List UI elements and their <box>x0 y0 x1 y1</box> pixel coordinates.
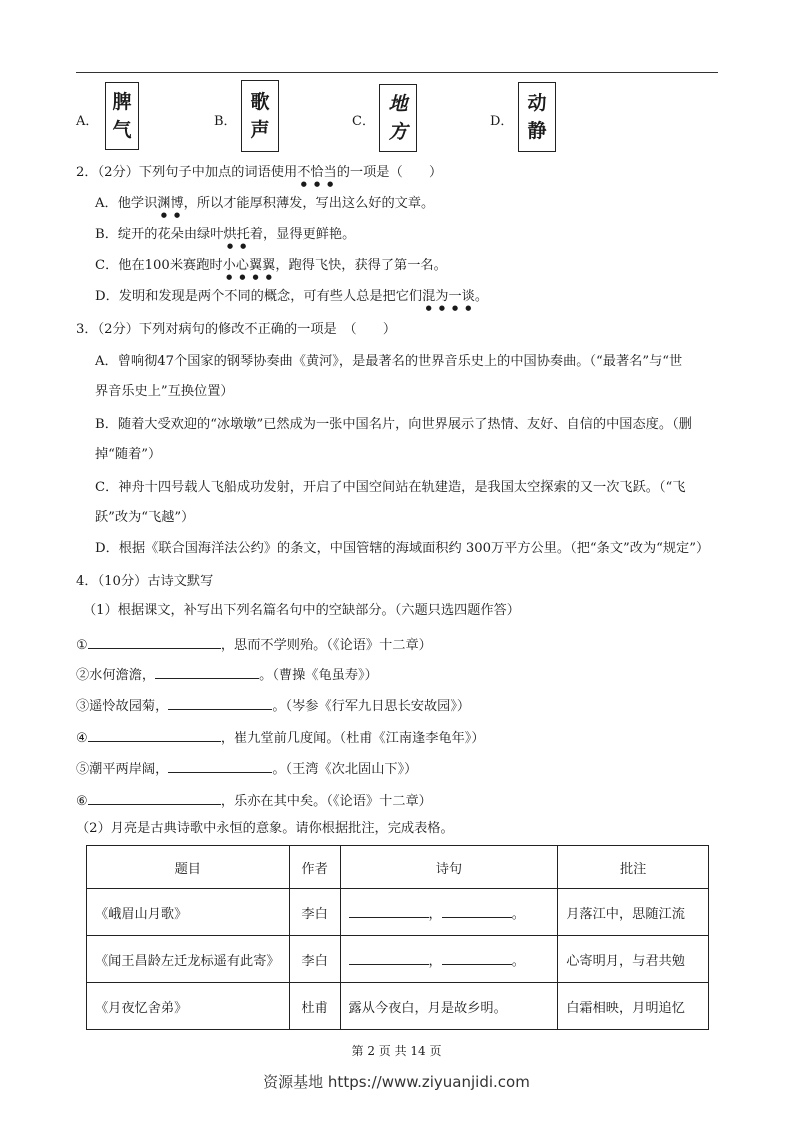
q4-item-3[interactable]: ③遥怜故园菊， 。（岑参《行军九日思长安故园》） <box>76 695 470 716</box>
answer-blank[interactable] <box>349 903 429 918</box>
poem-note: 月落江中，思随江流 <box>558 889 709 936</box>
option-c-card[interactable] <box>379 84 417 152</box>
poem-note: 白霜相映，月明追忆 <box>558 983 709 1030</box>
q4-part2-instruction: （2）月亮是古典诗歌中永恒的意象。请你根据批注，完成表格。 <box>76 821 454 836</box>
table-row <box>87 936 709 983</box>
option-d-char-1: 动 <box>527 92 547 114</box>
answer-blank[interactable] <box>168 695 272 710</box>
option-b-char-2: 声 <box>250 119 270 141</box>
option-b-char-1: 歌 <box>250 91 270 113</box>
q2-option-c[interactable]: C．他在100米赛跑时小心翼翼，跑得飞快，获得了第一名。 <box>95 258 447 273</box>
option-d-char-2: 静 <box>527 120 547 142</box>
q4-item-6[interactable]: ⑥ ，乐亦在其中矣。（《论语》十二章） <box>76 790 432 811</box>
table-row <box>87 889 709 936</box>
q4-part1-instruction: （1）根据课文，补写出下列名篇名句中的空缺部分。（六题只选四题作答） <box>83 603 520 618</box>
answer-blank[interactable] <box>88 790 221 805</box>
q2-stem: 2．（2分）下列句子中加点的词语使用不恰当的一项是（ ） <box>76 165 443 180</box>
moon-poems-table <box>86 845 709 1030</box>
option-c-letter[interactable]: C． <box>352 114 375 129</box>
option-a-char-1: 脾 <box>112 91 132 113</box>
q4-stem: 4．（10分）古诗文默写 <box>76 574 214 589</box>
q2-option-d[interactable]: D．发明和发现是两个不同的概念，可有些人总是把它们混为一谈。 <box>95 289 489 304</box>
poem-author: 李白 <box>289 889 340 936</box>
q3-option-b-line1[interactable]: B．随着大受欢迎的“冰墩墩”已然成为一张中国名片，向世界展示了热情、友好、自信的中国态度。（删 <box>95 417 692 432</box>
poem-note: 心寄明月，与君共勉 <box>558 936 709 983</box>
poem-verse: 露从今夜白，月是故乡明。 <box>340 983 558 1030</box>
table-row <box>87 983 709 1030</box>
option-b-letter[interactable]: B． <box>214 114 237 129</box>
poem-title: 《闻王昌龄左迁龙标遥有此寄》 <box>87 936 290 983</box>
answer-blank[interactable] <box>88 634 221 649</box>
page-footer: 第 2 页 共 14 页 <box>351 1044 442 1058</box>
q4-item-1[interactable]: ① ，思而不学则殆。（《论语》十二章） <box>76 634 432 655</box>
q4-item-4[interactable]: ④ ，崔九堂前几度闻。（杜甫《江南逢李龟年》） <box>76 727 485 748</box>
table-header-row <box>87 846 709 889</box>
q3-stem: 3．（2分）下列对病句的修改不正确的一项是 （ ） <box>76 322 397 337</box>
answer-blank[interactable] <box>442 903 512 918</box>
q3-option-d[interactable]: D．根据《联合国海洋法公约》的条文，中国管辖的海域面积约 300万平方公里。（把“条文”改为“规定”） <box>95 541 710 556</box>
option-b-card[interactable] <box>241 80 279 152</box>
poem-title: 《月夜忆舍弟》 <box>87 983 290 1030</box>
q3-option-a-line2: 界音乐史上”互换位置） <box>95 384 234 399</box>
option-d-card[interactable] <box>518 82 556 152</box>
answer-blank[interactable] <box>88 727 221 742</box>
answer-blank[interactable] <box>168 758 272 773</box>
option-a-char-2: 气 <box>112 119 132 141</box>
option-a-card[interactable] <box>105 82 139 150</box>
q3-option-c-line2: 跃”改为“飞越”） <box>95 510 195 525</box>
site-watermark: 资源基地 https://www.ziyuanjidi.com <box>263 1073 530 1091</box>
q2-option-a[interactable]: A．他学识渊博，所以才能厚积薄发，写出这么好的文章。 <box>95 196 435 211</box>
option-c-char-2: 方 <box>388 121 408 143</box>
poem-title: 《峨眉山月歌》 <box>87 889 290 936</box>
q3-option-c-line1[interactable]: C．神舟十四号载人飞船成功发射，开启了中国空间站在轨建造，是我国太空探索的又一次飞跃。（“飞 <box>95 480 686 495</box>
header-author: 作者 <box>289 846 340 889</box>
answer-blank[interactable] <box>155 664 259 679</box>
q4-item-5[interactable]: ⑤潮平两岸阔， 。（王湾《次北固山下》） <box>76 758 417 779</box>
poem-author: 杜甫 <box>289 983 340 1030</box>
q3-option-b-line2: 掉“随着”） <box>95 447 162 462</box>
option-a-letter[interactable]: A． <box>76 114 99 129</box>
verse-answer-cell[interactable]: ， 。 <box>340 889 558 936</box>
answer-blank[interactable] <box>349 950 429 965</box>
poem-author: 李白 <box>289 936 340 983</box>
q4-item-2[interactable]: ②水何澹澹， 。（曹操《龟虽寿》） <box>76 664 378 685</box>
header-verse: 诗句 <box>340 846 558 889</box>
option-d-letter[interactable]: D． <box>490 114 514 129</box>
option-c-char-1: 地 <box>388 93 408 115</box>
header-rule <box>76 72 718 73</box>
header-title: 题目 <box>87 846 290 889</box>
q3-option-a-line1[interactable]: A．曾响彻47个国家的钢琴协奏曲《黄河》，是最著名的世界音乐史上的中国协奏曲。（“最著名”与“世 <box>95 354 683 369</box>
header-note: 批注 <box>558 846 709 889</box>
q2-option-b[interactable]: B．绽开的花朵由绿叶烘托着，显得更鲜艳。 <box>95 227 356 242</box>
answer-blank[interactable] <box>442 950 512 965</box>
verse-answer-cell[interactable]: ， 。 <box>340 936 558 983</box>
